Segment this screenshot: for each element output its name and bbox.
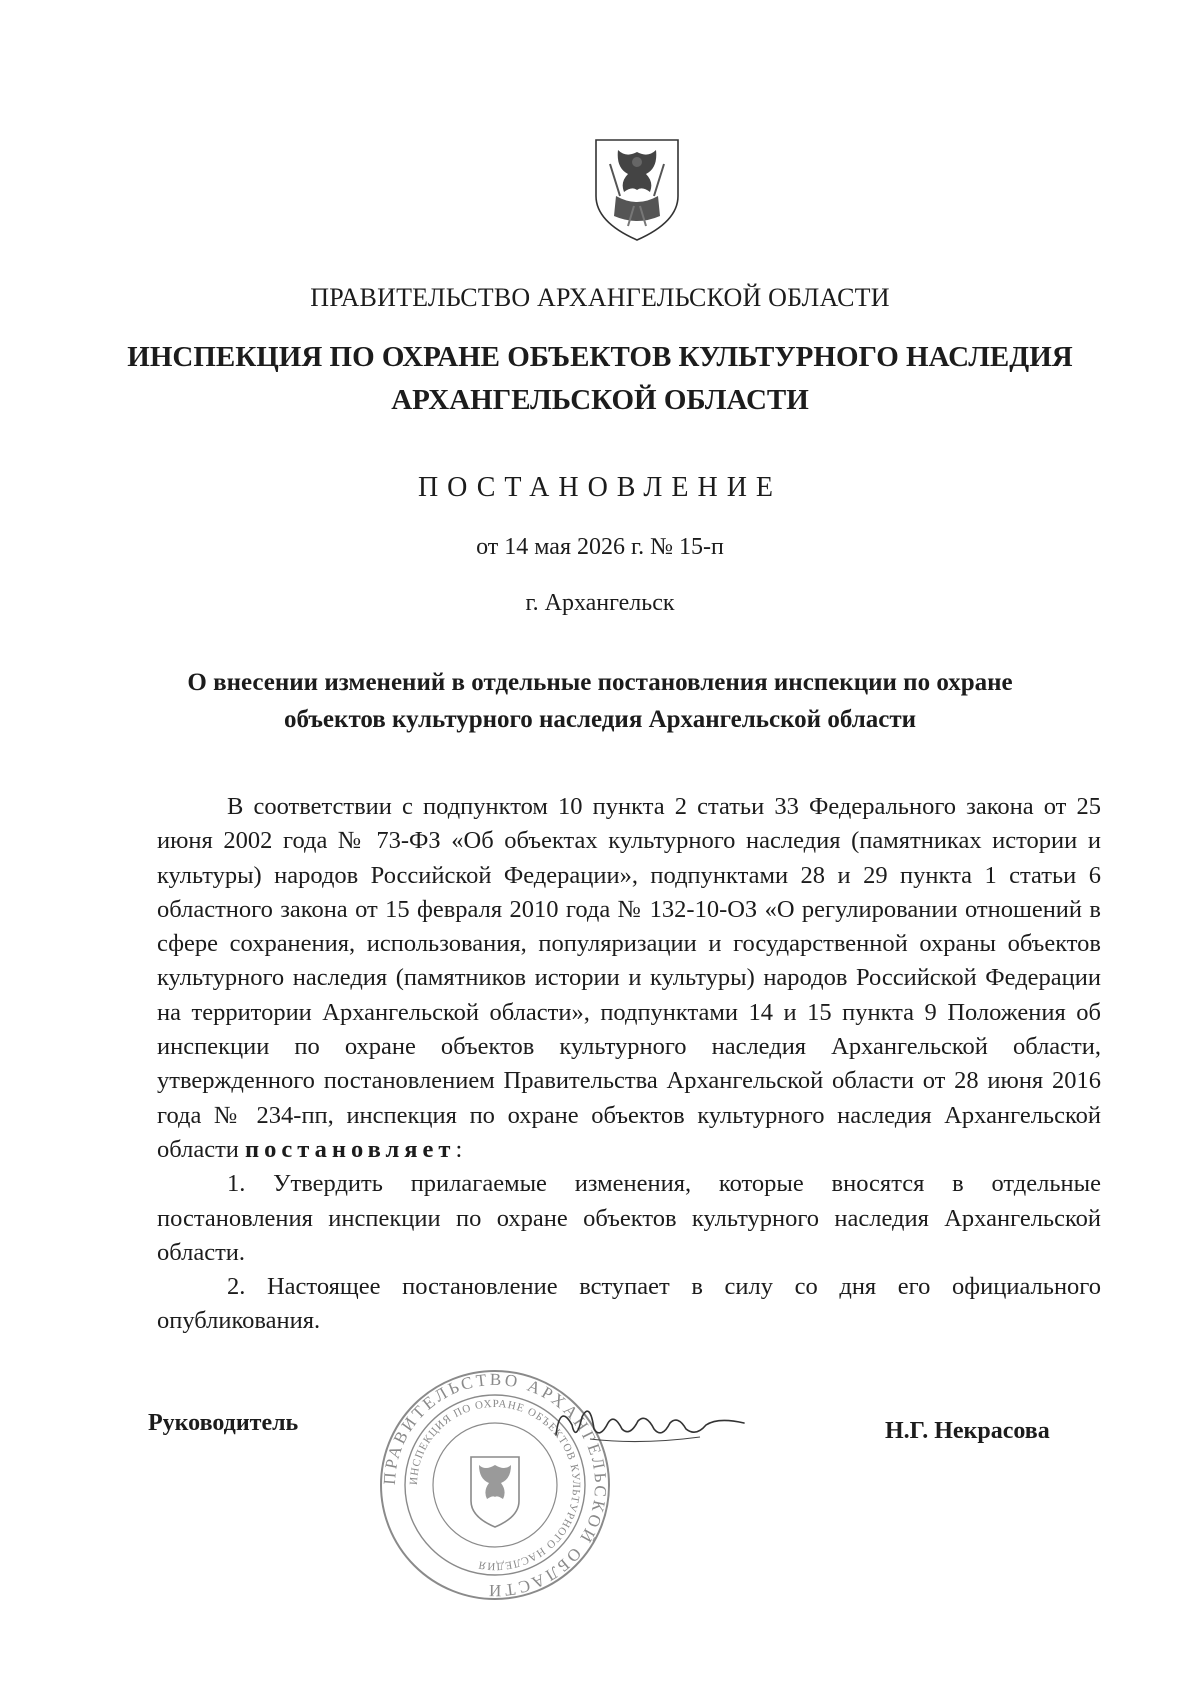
- inspection-name: ИНСПЕКЦИЯ ПО ОХРАНЕ ОБЪЕКТОВ КУЛЬТУРНОГО НАСЛЕДИЯ АРХАНГЕЛЬСКОЙ ОБЛАСТИ: [127, 341, 1073, 416]
- item-2-paragraph: 2. Настоящее постановление вступает в силу со дня его официального опубликования.: [157, 1273, 1101, 1335]
- signatory-position: Руководитель: [148, 1410, 299, 1436]
- government-name: ПРАВИТЕЛЬСТВО АРХАНГЕЛЬСКОЙ ОБЛАСТИ: [310, 283, 890, 312]
- coat-of-arms-emblem-icon: [590, 134, 684, 244]
- preamble-text: В соответствии с подпунктом 10 пункта 2 статьи 33 Федерального закона от 25 июня 2002 года № 73-ФЗ «Об объектах культурного наследия (памятниках истории и культуры) народов Российской Федерации», подпунктами 28 и 29 пункта 1 статьи 6 областного закона от 15 февраля 2010 года № 132-10-ОЗ «О регулировании отношений в сфере сохранения, использования, популяризации и государственной охраны объектов культурного наследия (памятников истории и культуры) народов Российской Федерации на территории Архангельской области», подпунктами 14 и 15 пункта 9 Положения об инспекции по охране объектов культурного наследия Архангельской области, утвержденного постановлением Правительства Архангельской области от 28 июня 2016 года № 234-пп, инспекция по охране объектов культурного наследия Архангельской области: [157, 793, 1101, 1163]
- seal-outer-text: ПРАВИТЕЛЬСТВО АРХАНГЕЛЬСКОЙ ОБЛАСТИ: [379, 1369, 611, 1601]
- seal-inner-text: ИНСПЕКЦИЯ ПО ОХРАНЕ ОБЪЕКТОВ КУЛЬТУРНОГО НАСЛЕДИЯ: [407, 1397, 583, 1573]
- document-date-number: от 14 мая 2026 г. № 15-п: [476, 534, 724, 560]
- document-title: О внесении изменений в отдельные постановления инспекции по охране объектов культурного наследия Архангельской области: [187, 669, 1013, 733]
- document-city: г. Архангельск: [525, 590, 675, 616]
- document-body: [157, 790, 1101, 1339]
- decree-colon: :: [455, 1135, 463, 1163]
- signatory-name: Н.Г. Некрасова: [885, 1418, 1050, 1444]
- document-type: ПОСТАНОВЛЕНИЕ: [417, 472, 783, 503]
- handwritten-signature-icon: [550, 1395, 750, 1455]
- item-1-paragraph: 1. Утвердить прилагаемые изменения, которые вносятся в отдельные постановления инспекции по охране объектов культурного наследия Архангельской области.: [157, 1170, 1101, 1266]
- preamble-paragraph: [157, 790, 1101, 1167]
- decree-word: постановляет: [245, 1135, 456, 1163]
